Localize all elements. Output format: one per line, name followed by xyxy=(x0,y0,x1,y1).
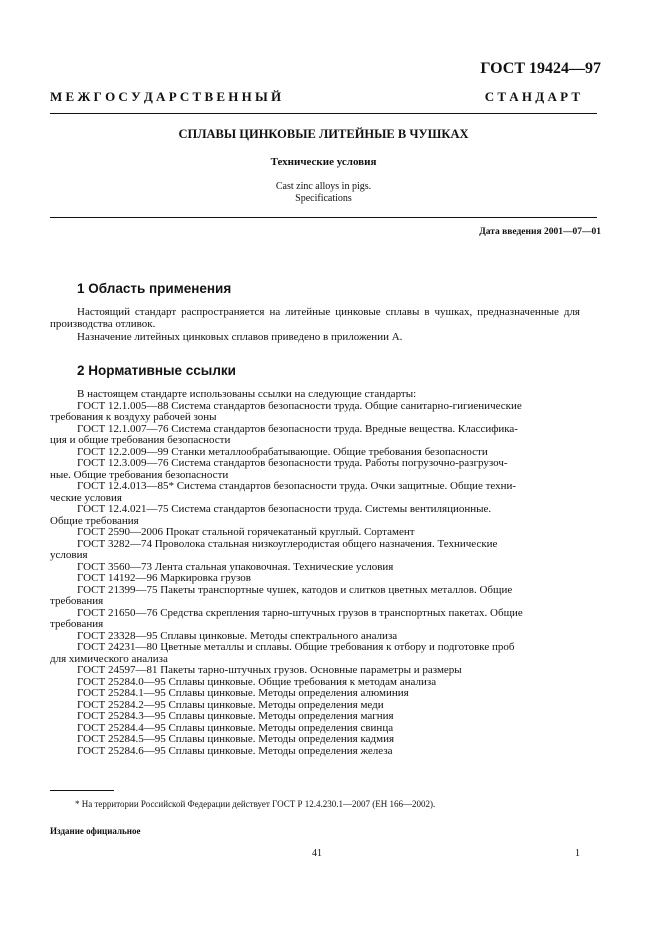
banner-interstate: М Е Ж Г О С У Д А Р С Т В Е Н Н Ы Й xyxy=(50,89,282,104)
reference-line: ГОСТ 3282—74 Проволока стальная низкоуглеродистая общего назначения. Технические xyxy=(77,537,498,550)
reference-line: ГОСТ 25284.4—95 Сплавы цинковые. Методы определения свинца xyxy=(77,721,394,734)
reference-line: требования к воздуху рабочей зоны xyxy=(50,411,217,423)
reference-line: ГОСТ 12.1.005—88 Система стандартов безопасности труда. Общие санитарно-гигиенические xyxy=(77,399,522,412)
standard-type-banner xyxy=(50,89,580,105)
page-number: 41 xyxy=(312,848,322,859)
reference-line: ГОСТ 3560—73 Лента стальная упаковочная. Технические условия xyxy=(77,560,394,573)
reference-line: ГОСТ 24231—80 Цветные металлы и сплавы. Общие требования к отбору и подготовке проб xyxy=(77,641,515,653)
reference-line: ГОСТ 23328—95 Сплавы цинковые. Методы спектрального анализа xyxy=(77,629,398,642)
reference-line: ГОСТ 2590—2006 Прокат стальной горячекатаный круглый. Сортамент xyxy=(77,526,415,538)
reference-line: ГОСТ 12.4.021—75 Система стандартов безопасности труда. Системы вентиляционные. xyxy=(77,503,492,515)
reference-line: ные. Общие требования безопасности xyxy=(50,468,229,481)
reference-line: ГОСТ 24597—81 Пакеты тарно-штучных грузов. Основные параметры и размеры xyxy=(77,664,462,676)
reference-line: ГОСТ 21399—75 Пакеты транспортные чушек, катодов и слитков цветных металлов. Общие xyxy=(77,583,513,596)
standard-code: ГОСТ 19424—97 xyxy=(480,60,601,77)
normative-references-list xyxy=(50,389,580,757)
reference-line: ГОСТ 12.3.009—76 Система стандартов безопасности труда. Работы погрузочно-разгрузоч- xyxy=(77,457,508,469)
top-rule xyxy=(50,113,597,114)
document-title: СПЛАВЫ ЦИНКОВЫЕ ЛИТЕЙНЫЕ В ЧУШКАХ xyxy=(178,127,469,141)
banner-standard: С Т А Н Д А Р Т xyxy=(484,89,580,104)
section-1-text-2: Назначение литейных цинковых сплавов приведено в приложении А. xyxy=(77,331,403,343)
title-bottom-rule xyxy=(50,217,597,218)
reference-line: Общие требования xyxy=(50,514,139,527)
reference-line: ГОСТ 25284.6—95 Сплавы цинковые. Методы определения железа xyxy=(77,744,393,757)
reference-line: ция и общие требования безопасности xyxy=(50,434,231,446)
reference-line: требования xyxy=(50,595,104,607)
reference-line: ГОСТ 14192—96 Маркировка грузов xyxy=(77,572,251,584)
sheet-number: 1 xyxy=(575,848,580,859)
reference-line: ГОСТ 12.2.009—99 Станки металлообрабатывающие. Общие требования безопасности xyxy=(77,445,488,458)
official-edition-label: Издание официальное xyxy=(50,826,141,836)
reference-line: ГОСТ 25284.3—95 Сплавы цинковые. Методы определения магния xyxy=(77,710,394,722)
reference-line: для химического анализа xyxy=(50,652,168,665)
reference-line: ГОСТ 21650—76 Средства скрепления тарно-штучных грузов в транспортных пакетах. Общие xyxy=(77,606,523,619)
introduction-date: Дата введения 2001—07—01 xyxy=(479,227,601,237)
reference-line: условия xyxy=(50,549,88,561)
reference-line: требования xyxy=(50,618,104,630)
reference-line: ГОСТ 12.4.013—85* Система стандартов безопасности труда. Очки защитные. Общие техни- xyxy=(77,480,517,492)
reference-line: ГОСТ 25284.1—95 Сплавы цинковые. Методы определения алюминия xyxy=(77,687,409,699)
reference-line: ческие условия xyxy=(50,491,122,504)
section-1-heading: 1 Область применения xyxy=(77,281,232,296)
section-1-text: Настоящий стандарт распространяется на литейные цинковые сплавы в чушках, предназначенные для производства отливок. xyxy=(50,306,580,330)
reference-line: ГОСТ 25284.2—95 Сплавы цинковые. Методы определения меди xyxy=(77,698,384,711)
footnote-rule xyxy=(50,790,114,791)
section-1-para-2 xyxy=(50,332,580,344)
english-title: Cast zinc alloys in pigs. xyxy=(275,181,372,192)
reference-line: ГОСТ 25284.0—95 Сплавы цинковые. Общие требования к методам анализа xyxy=(77,675,437,688)
reference-line: ГОСТ 12.1.007—76 Система стандартов безопасности труда. Вредные вещества. Классифика- xyxy=(77,422,518,435)
reference-line: В настоящем стандарте использованы ссылки на следующие стандарты: xyxy=(77,388,417,400)
section-1-para-1 xyxy=(50,307,580,330)
section-2-heading: 2 Нормативные ссылки xyxy=(77,363,236,378)
footnote: * На территории Российской Федерации действует ГОСТ Р 12.4.230.1—2007 (ЕН 166—2002). xyxy=(75,799,436,809)
english-subtitle: Specifications xyxy=(295,193,352,204)
document-subtitle: Технические условия xyxy=(270,156,377,168)
reference-line: ГОСТ 25284.5—95 Сплавы цинковые. Методы определения кадмия xyxy=(77,733,395,745)
